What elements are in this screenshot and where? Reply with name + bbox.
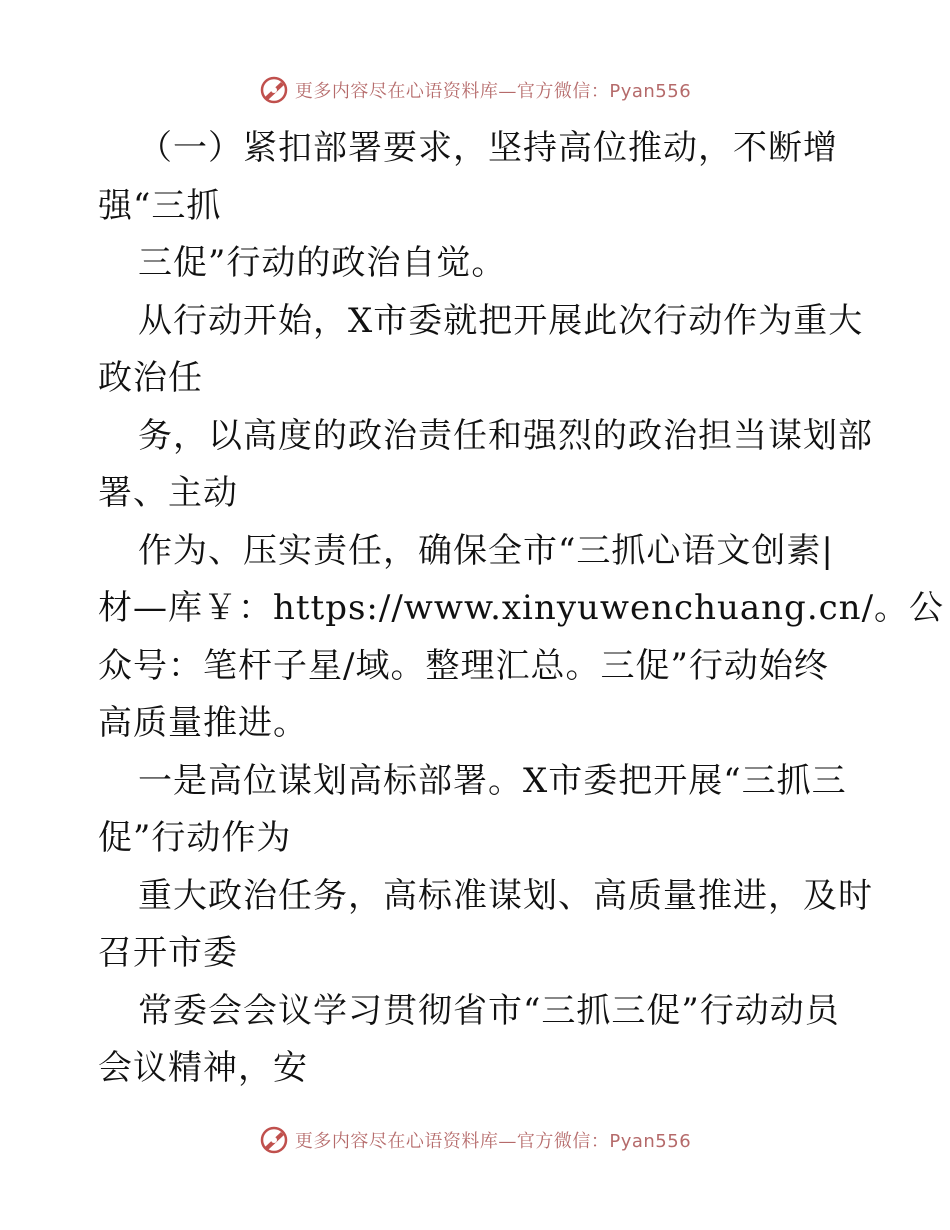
body-line: 从行动开始，X市委就把开展此次行动作为重大 <box>138 300 864 341</box>
pen-logo-icon <box>259 75 289 105</box>
body-line: 署、主动 <box>98 473 238 513</box>
body-line: 一是高位谋划高标部署。X市委把开展“三抓三 <box>138 760 847 801</box>
header-banner-prefix: 更多内容尽在心语资料库— <box>294 81 517 102</box>
header-banner-suffix: 官方微信： <box>516 81 610 102</box>
body-line: 高质量推进。 <box>98 703 308 743</box>
body-line: 三促”行动的政治自觉。 <box>138 243 507 283</box>
footer-banner-handle: Pyan556 <box>609 1131 692 1152</box>
body-line: 强“三抓 <box>98 185 222 226</box>
document-body <box>98 120 945 1098</box>
body-line: 常委会会议学习贯彻省市“三抓三促”行动动员 <box>138 990 840 1031</box>
header-banner <box>0 72 950 108</box>
footer-banner-suffix: 官方微信： <box>516 1131 610 1152</box>
footer-banner <box>0 1122 950 1158</box>
header-banner-handle: Pyan556 <box>609 81 692 102</box>
pen-logo-icon <box>259 1125 289 1155</box>
body-line: 材—库￥：https://www.xinyuwenchuang.cn/。公 <box>98 588 945 628</box>
footer-banner-text <box>295 1127 691 1153</box>
body-line: 政治任 <box>98 358 203 398</box>
body-line: （一）紧扣部署要求，坚持高位推动，不断增 <box>138 128 838 168</box>
footer-banner-prefix: 更多内容尽在心语资料库— <box>294 1131 517 1152</box>
header-banner-text <box>295 77 691 103</box>
body-line: 众号：笔杆子星/域。整理汇总。三促”行动始终 <box>98 645 829 686</box>
body-line: 务，以高度的政治责任和强烈的政治担当谋划部 <box>138 415 873 456</box>
body-line: 作为、压实责任，确保全市“三抓心语文创素| <box>138 530 834 571</box>
body-line: 重大政治任务，高标准谋划、高质量推进，及时 <box>138 875 873 916</box>
body-line: 会议精神，安 <box>98 1048 308 1088</box>
body-line: 促”行动作为 <box>98 818 292 858</box>
body-line: 召开市委 <box>98 933 238 973</box>
